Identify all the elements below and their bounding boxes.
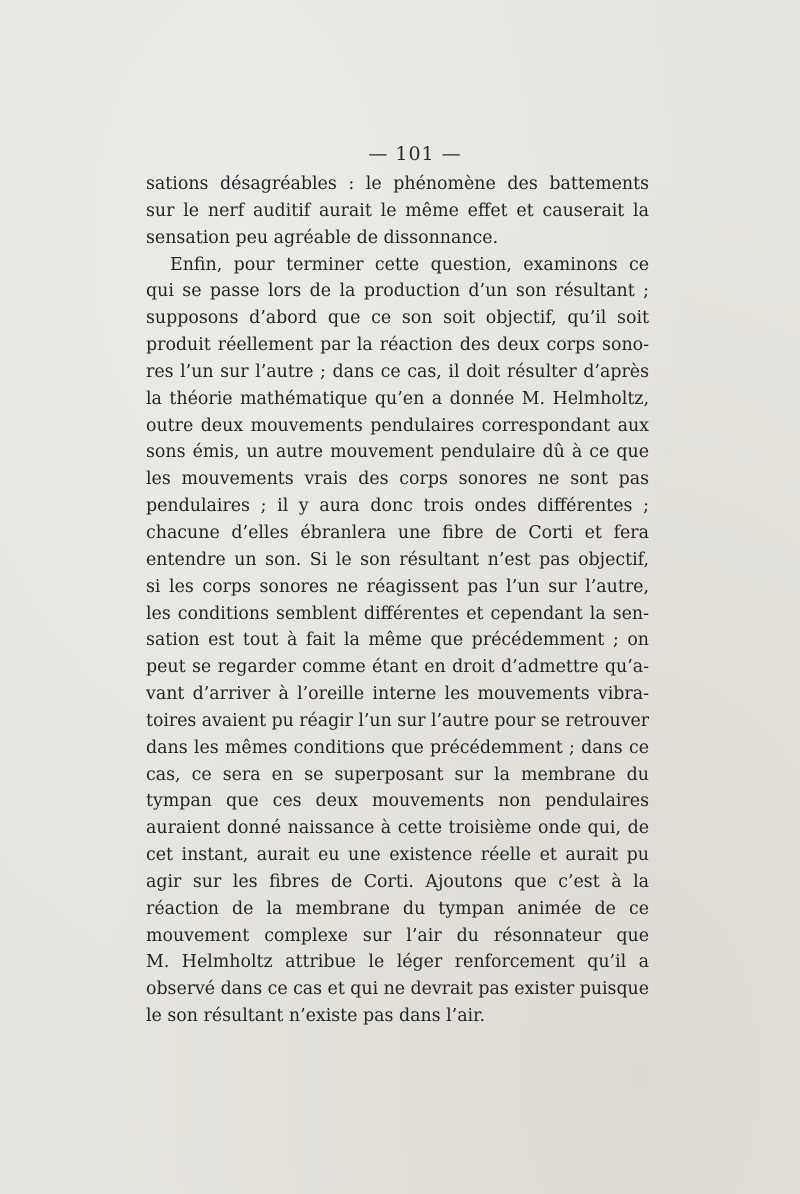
text-line: mouvement complexe sur l’air du résonnateur que (146, 925, 649, 946)
text-line: sur le nerf auditif aurait le même effet et causerait la (146, 200, 649, 221)
text-line: réaction de la membrane du tympan animée de ce (146, 898, 649, 919)
text-line: chacune d’elles ébranlera une fibre de Corti et fera (146, 522, 649, 543)
text-line: M. Helmholtz attribue le léger renforcement qu’il a (146, 952, 649, 973)
text-line: res l’un sur l’autre ; dans ce cas, il doit résulter d’après (146, 361, 649, 382)
text-line: sation est tout à fait la même que précédemment ; on (146, 630, 649, 651)
body-text (146, 171, 649, 1030)
text-line: Enfin, pour terminer cette question, examinons ce (170, 254, 649, 275)
text-line: le son résultant n’existe pas dans l’air. (146, 1006, 486, 1027)
text-line: les conditions semblent différentes et cependant la sen- (146, 603, 649, 624)
text-line: sons émis, un autre mouvement pendulaire dû à ce que (146, 442, 649, 463)
text-line: la théorie mathématique qu’en a donnée M. Helmholtz, (146, 388, 649, 409)
text-line: pendulaires ; il y aura donc trois ondes différentes ; (146, 496, 649, 517)
text-line: peut se regarder comme étant en droit d’admettre qu’a- (146, 657, 649, 678)
text-line: cas, ce sera en se superposant sur la membrane du (146, 764, 649, 785)
page-number: — 101 — (368, 143, 462, 165)
text-line: les mouvements vrais des corps sonores ne sont pas (146, 469, 649, 490)
text-line: sensation peu agréable de dissonnance. (146, 227, 499, 248)
text-line: observé dans ce cas et qui ne devrait pas exister puisque (146, 979, 649, 1000)
text-line: agir sur les fibres de Corti. Ajoutons que c’est à la (146, 871, 649, 892)
text-line: auraient donné naissance à cette troisième onde qui, de (146, 818, 649, 839)
text-line: supposons d’abord que ce son soit objectif, qu’il soit (146, 308, 649, 329)
text-line: cet instant, aurait eu une existence réelle et aurait pu (146, 845, 649, 866)
text-line: produit réellement par la réaction des deux corps sono- (146, 335, 649, 356)
text-line: tympan que ces deux mouvements non pendulaires (146, 791, 649, 812)
text-line: vant d’arriver à l’oreille interne les mouvements vibra- (146, 684, 649, 705)
text-line: toires avaient pu réagir l’un sur l’autre pour se retrouver (146, 710, 649, 731)
text-line: entendre un son. Si le son résultant n’est pas objectif, (146, 549, 649, 570)
text-line: qui se passe lors de la production d’un son résultant ; (146, 281, 649, 302)
text-line: sations désagréables : le phénomène des battements (146, 174, 649, 194)
text-line: outre deux mouvements pendulaires correspondant aux (146, 415, 649, 436)
text-line: si les corps sonores ne réagissent pas l’un sur l’autre, (146, 576, 649, 597)
text-line: dans les mêmes conditions que précédemment ; dans ce (146, 737, 649, 758)
